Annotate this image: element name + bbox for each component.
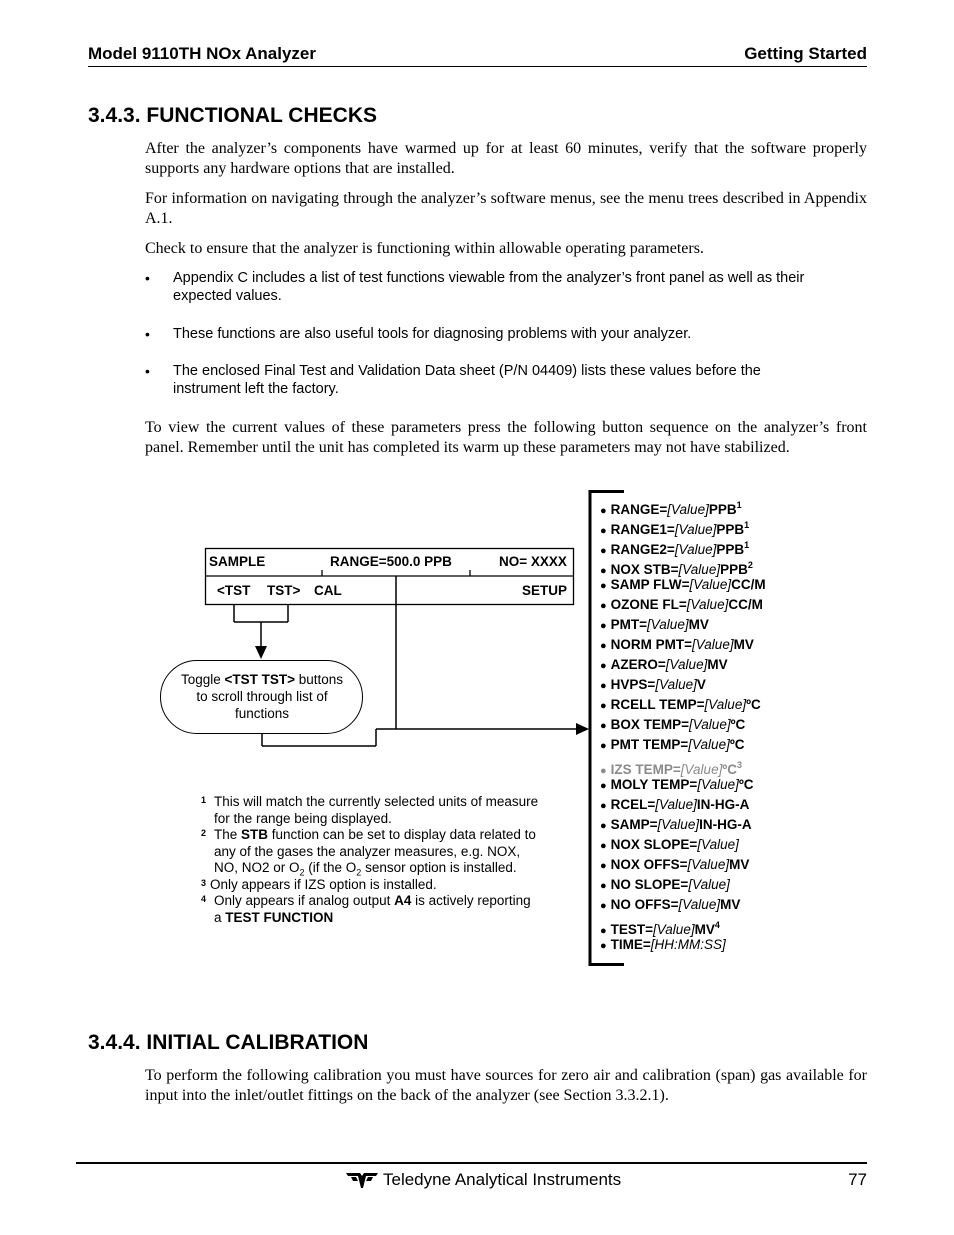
bullet-appendix-c: Appendix C includes a list of test functions viewable from the analyzer’s front panel as well as their expected values.	[173, 270, 805, 304]
test-function-item	[600, 655, 728, 675]
display-mode: SAMPLE	[209, 554, 266, 569]
bullet-final-test: The enclosed Final Test and Validation Data sheet (P/N 04409) lists these values before the instrument left the factory.	[173, 363, 761, 397]
function-value: [HH:MM:SS]	[650, 937, 726, 952]
function-value: [Value]	[678, 562, 721, 577]
test-function-item	[600, 755, 742, 775]
function-footnote-ref: 2	[747, 560, 753, 570]
test-function-item	[600, 675, 706, 695]
function-label: OZONE FL=	[610, 597, 687, 612]
test-function-item	[600, 515, 749, 535]
function-label: RCEL=	[610, 797, 656, 812]
test-function-item	[600, 555, 753, 575]
function-footnote-ref: 1	[736, 500, 742, 510]
function-value: [Value]	[680, 762, 723, 777]
function-label: NO SLOPE=	[610, 877, 689, 892]
function-value: [Value]	[686, 597, 729, 612]
bullet-dot-icon: ●	[600, 505, 607, 517]
paragraph-menu-trees: For information on navigating through the analyzer’s software menus, see the menu trees described in Appendix A.1.	[145, 190, 867, 227]
function-unit: CC/M	[731, 577, 766, 592]
function-value: [Value]	[665, 657, 708, 672]
function-label: BOX TEMP=	[610, 717, 690, 732]
test-function-item	[600, 715, 745, 735]
function-label: MOLY TEMP=	[610, 777, 698, 792]
running-header-title: Model 9110TH NOx Analyzer	[88, 44, 317, 63]
function-value: [Value]	[697, 837, 739, 852]
function-label: RANGE2=	[610, 542, 675, 557]
toggle-note: Toggle <TST TST> buttons to scroll through list of functions	[180, 672, 344, 721]
paragraph-calibration: To perform the following calibration you must have sources for zero air and calibration (span) gas available for input into the inlet/outlet fittings on the back of the analyzer (see Section 3.3.2.1).	[145, 1067, 867, 1104]
arrow-down-icon	[255, 646, 267, 659]
function-label: AZERO=	[610, 657, 666, 672]
bullet-dot-icon: ●	[600, 820, 607, 832]
function-unit: PPB	[716, 522, 745, 537]
bullet-dot-icon: ●	[600, 700, 607, 712]
function-value: [Value]	[687, 857, 730, 872]
function-label: NORM PMT=	[610, 637, 693, 652]
bullet-dot-icon: ●	[600, 680, 607, 692]
button-cal[interactable]: CAL	[314, 583, 342, 598]
bullet-dot-icon: ●	[600, 620, 607, 632]
function-unit: IN-HG-A	[699, 817, 752, 832]
test-function-item	[600, 775, 754, 795]
bullet-icon: •	[145, 326, 150, 342]
function-value: [Value]	[678, 897, 721, 912]
test-function-item	[600, 535, 749, 555]
bullet-dot-icon: ●	[600, 840, 607, 852]
function-label: PMT=	[610, 617, 648, 632]
test-function-item	[600, 635, 754, 655]
function-unit: ºC	[729, 737, 745, 752]
footer-rule	[76, 1162, 867, 1164]
function-label: RANGE=	[610, 502, 668, 517]
display-range: RANGE=500.0 PPB	[330, 554, 452, 569]
function-value: [Value]	[704, 697, 747, 712]
function-value: [Value]	[674, 542, 717, 557]
display-concentration: NO= XXXX	[499, 554, 567, 569]
bullet-icon: •	[145, 270, 150, 286]
function-label: IZS TEMP=	[610, 762, 681, 777]
function-label: TEST=	[610, 922, 654, 937]
function-label: RANGE1=	[610, 522, 675, 537]
function-unit: ºC	[738, 777, 754, 792]
test-function-item	[600, 695, 761, 715]
page-number: 77	[848, 1170, 867, 1189]
diagram-footnotes: 1 This will match the currently selected units of measure for the range being displayed. 2 The STB function can be set to display data related to any of the gases the analyzer measures, e.g. NOX, NO, NO2 or $O_2$ (if the $O_2$ sensor option is installed. 3 Only appears if IZS option is installed. 4 Only appears if analog output A4 is actively reporting a TEST FUNCTION	[201, 794, 539, 925]
bullet-dot-icon: ●	[600, 940, 607, 952]
bullet-dot-icon: ●	[600, 720, 607, 732]
function-value: [Value]	[655, 797, 697, 812]
bullet-dot-icon: ●	[600, 600, 607, 612]
function-label: TIME=	[610, 937, 651, 952]
bullet-icon: •	[145, 363, 150, 379]
bullet-dot-icon: ●	[600, 765, 607, 777]
function-unit: ºC	[722, 762, 738, 777]
function-unit: PPB	[708, 502, 737, 517]
function-unit: PPB	[720, 562, 748, 577]
function-value: [Value]	[655, 677, 697, 692]
function-footnote-ref: 4	[714, 920, 720, 930]
function-label: NOX OFFS=	[610, 857, 688, 872]
paragraph-check: Check to ensure that the analyzer is functioning within allowable operating parameters.	[145, 240, 704, 257]
teledyne-logo-icon	[345, 1171, 379, 1189]
function-footnote-ref: 3	[737, 760, 743, 770]
section-heading-functional-checks: 3.4.3. FUNCTIONAL CHECKS	[88, 104, 377, 127]
test-function-item	[600, 935, 726, 955]
footer-company: Teledyne Analytical Instruments	[383, 1170, 622, 1189]
function-value: [Value]	[647, 617, 689, 632]
test-function-item	[600, 575, 766, 595]
paragraph-button-sequence: To view the current values of these parameters press the following button sequence on the analyzer’s front panel. Remember until the unit has completed its warm up these parameters may not have stabilized.	[145, 419, 867, 456]
test-function-item	[600, 875, 730, 895]
function-value: [Value]	[689, 577, 732, 592]
test-function-item	[600, 735, 745, 755]
function-unit: MV	[694, 922, 715, 937]
section-heading-initial-calibration: 3.4.4. INITIAL CALIBRATION	[88, 1031, 369, 1054]
bullet-dot-icon: ●	[600, 925, 607, 937]
function-unit: MV	[720, 897, 741, 912]
function-value: [Value]	[653, 922, 695, 937]
bullet-diagnosing: These functions are also useful tools for diagnosing problems with your analyzer.	[173, 326, 692, 342]
function-value: [Value]	[692, 637, 734, 652]
test-function-item	[600, 855, 749, 875]
test-function-item	[600, 795, 749, 815]
test-function-item	[600, 915, 720, 935]
bullet-dot-icon: ●	[600, 800, 607, 812]
test-function-item	[600, 615, 709, 635]
function-value: [Value]	[688, 737, 730, 752]
test-function-item	[600, 815, 752, 835]
paragraph-warmup: After the analyzer’s components have warmed up for at least 60 minutes, verify that the software properly supports any hardware options that are installed.	[145, 140, 867, 177]
function-footnote-ref: 1	[744, 520, 750, 530]
test-function-item	[600, 895, 740, 915]
function-label: HVPS=	[610, 677, 656, 692]
function-label: SAMP FLW=	[610, 577, 690, 592]
test-function-item	[600, 495, 742, 515]
function-unit: CC/M	[728, 597, 763, 612]
function-unit: ºC	[730, 717, 746, 732]
test-function-item	[600, 595, 763, 615]
bullet-dot-icon: ●	[600, 640, 607, 652]
function-label: PMT TEMP=	[610, 737, 689, 752]
function-unit: MV	[688, 617, 709, 632]
bullet-dot-icon: ●	[600, 580, 607, 592]
button-setup[interactable]: SETUP	[522, 583, 568, 598]
function-unit: MV	[729, 857, 750, 872]
bullet-dot-icon: ●	[600, 780, 607, 792]
bullet-dot-icon: ●	[600, 900, 607, 912]
bullet-dot-icon: ●	[600, 880, 607, 892]
bullet-dot-icon: ●	[600, 740, 607, 752]
function-value: [Value]	[667, 502, 709, 517]
bullet-dot-icon: ●	[600, 660, 607, 672]
button-tst-prev[interactable]: <TST	[217, 583, 251, 598]
function-footnote-ref: 1	[744, 540, 750, 550]
bullet-dot-icon: ●	[600, 860, 607, 872]
test-function-item	[600, 835, 739, 855]
function-value: [Value]	[657, 817, 700, 832]
function-value: [Value]	[697, 777, 739, 792]
bullet-dot-icon: ●	[600, 525, 607, 537]
function-unit: MV	[733, 637, 754, 652]
function-label: NO OFFS=	[610, 897, 679, 912]
function-unit: V	[696, 677, 706, 692]
function-value: [Value]	[674, 522, 717, 537]
function-unit: PPB	[716, 542, 745, 557]
button-tst-next[interactable]: TST>	[267, 583, 301, 598]
function-label: RCELL TEMP=	[610, 697, 705, 712]
function-value: [Value]	[688, 877, 730, 892]
running-header-section: Getting Started	[744, 44, 867, 63]
function-label: NOX SLOPE=	[610, 837, 698, 852]
bullet-dot-icon: ●	[600, 565, 607, 577]
function-label: NOX STB=	[610, 562, 679, 577]
function-unit: MV	[707, 657, 728, 672]
arrow-right-icon	[576, 723, 589, 735]
bullet-dot-icon: ●	[600, 545, 607, 557]
function-unit: IN-HG-A	[696, 797, 750, 812]
function-unit: ºC	[746, 697, 761, 712]
function-label: SAMP=	[610, 817, 658, 832]
function-value: [Value]	[689, 717, 731, 732]
